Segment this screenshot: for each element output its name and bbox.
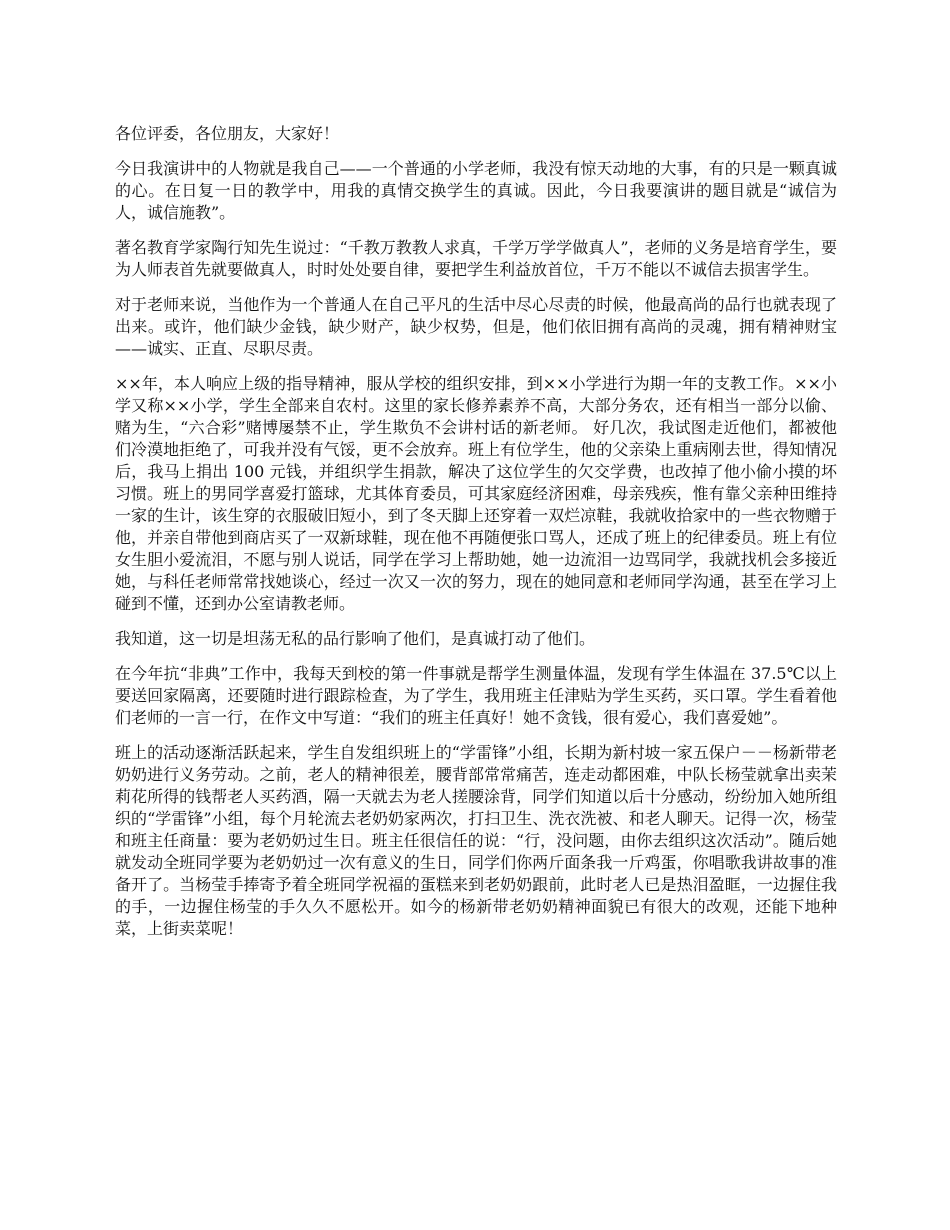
paragraph-reflection: 我知道，这一切是坦荡无私的品行影响了他们，是真诚打动了他们。 xyxy=(115,629,596,648)
document-body xyxy=(115,123,837,953)
paragraph-introduction: 今日我演讲中的人物就是我自己——一个普通的小学老师，我没有惊天动地的大事，有的只是一颗真诚的心。在日复一日的教学中，用我的真情交换学生的真诚。因此，今日我要演讲的题目就是“诚信为人，诚信施教”。 xyxy=(115,159,837,222)
paragraph-teacher-character: 对于老师来说，当他作为一个普通人在自己平凡的生活中尽心尽责的时候，他最高尚的品行也就表现了出来。或许，他们缺少金钱，缺少财产，缺少权势，但是，他们依旧拥有高尚的灵魂，拥有精神财宝——诚实、正直、尽职尽责。 xyxy=(115,295,837,358)
paragraph-sars: 在今年抗“非典”工作中，我每天到校的第一件事就是帮学生测量体温，发现有学生体温在 37.5℃以上要送回家隔离，还要随时进行跟踪检查，为了学生，我用班主任津贴为学生买药，买口罩。学生看着他们老师的一言一行，在作文中写道：“我们的班主任真好！她不贪钱，很有爱心，我们喜爱她”。 xyxy=(115,664,837,727)
paragraph-teaching-story: ××年，本人响应上级的指导精神，服从学校的组织安排，到××小学进行为期一年的支教工作。××小学又称××小学，学生全部来自农村。这里的家长修养素养不高，大部分务农，还有相当一部分以偷、赌为生，“六合彩”赌博屡禁不止，学生欺负不会讲村话的新老师。 好几次，我试图走近他们，都被他们冷漠地拒绝了，可我并没有气馁，更不会放弃。班上有位学生，他的父亲染上重病刚去世，得知情况后，我马上捐出 100 元钱，并组织学生捐款，解决了这位学生的欠交学费，也改掉了他小偷小摸的坏习惯。班上的男同学喜爱打篮球，尤其体育委员，可其家庭经济困难，母亲残疾，惟有靠父亲种田维持一家的生计，该生穿的衣服破旧短小，到了冬天脚上还穿着一双烂凉鞋，我就收拾家中的一些衣物赠于他，并亲自带他到商店买了一双新球鞋，现在他不再随便张口骂人，还成了班上的纪律委员。班上有位女生胆小爱流泪，不愿与别人说话，同学在学习上帮助她，她一边流泪一边骂同学，我就找机会多接近她，与科任老师常常找她谈心，经过一次又一次的努力，现在的她同意和老师同学沟通，甚至在学习上碰到不懂，还到办公室请教老师。 xyxy=(115,374,837,613)
paragraph-greeting: 各位评委，各位朋友，大家好！ xyxy=(115,124,340,143)
paragraph-activities: 班上的活动逐渐活跃起来，学生自发组织班上的“学雷锋”小组，长期为新村坡一家五保户－－杨新带老奶奶进行义务劳动。之前，老人的精神很差，腰背部常常痛苦，连走动都困难，中队长杨莹就拿出卖茉莉花所得的钱帮老人买药酒，隔一天就去为老人搓腰涂背，同学们知道以后十分感动，纷纷加入她所组织的“学雷锋”小组，每个月轮流去老奶奶家两次，打扫卫生、洗衣洗被、和老人聊天。记得一次，杨莹和班主任商量：要为老奶奶过生日。班主任很信任的说：“行，没问题，由你去组织这次活动”。随后她就发动全班同学要为老奶奶过一次有意义的生日，同学们你两斤面条我一斤鸡蛋，你唱歌我讲故事的准备开了。当杨莹手捧寄予着全班同学祝福的蛋糕来到老奶奶跟前，此时老人已是热泪盈眶，一边握住我的手，一边握住杨莹的手久久不愿松开。如今的杨新带老奶奶精神面貌已有很大的改观，还能下地种菜，上街卖菜呢！ xyxy=(115,743,837,938)
paragraph-quote: 著名教育学家陶行知先生说过：“千教万教教人求真，千学万学学做真人”，老师的义务是培育学生，要为人师表首先就要做真人，时时处处要自律，要把学生利益放首位，千万不能以不诚信去损害学生。 xyxy=(115,238,837,279)
